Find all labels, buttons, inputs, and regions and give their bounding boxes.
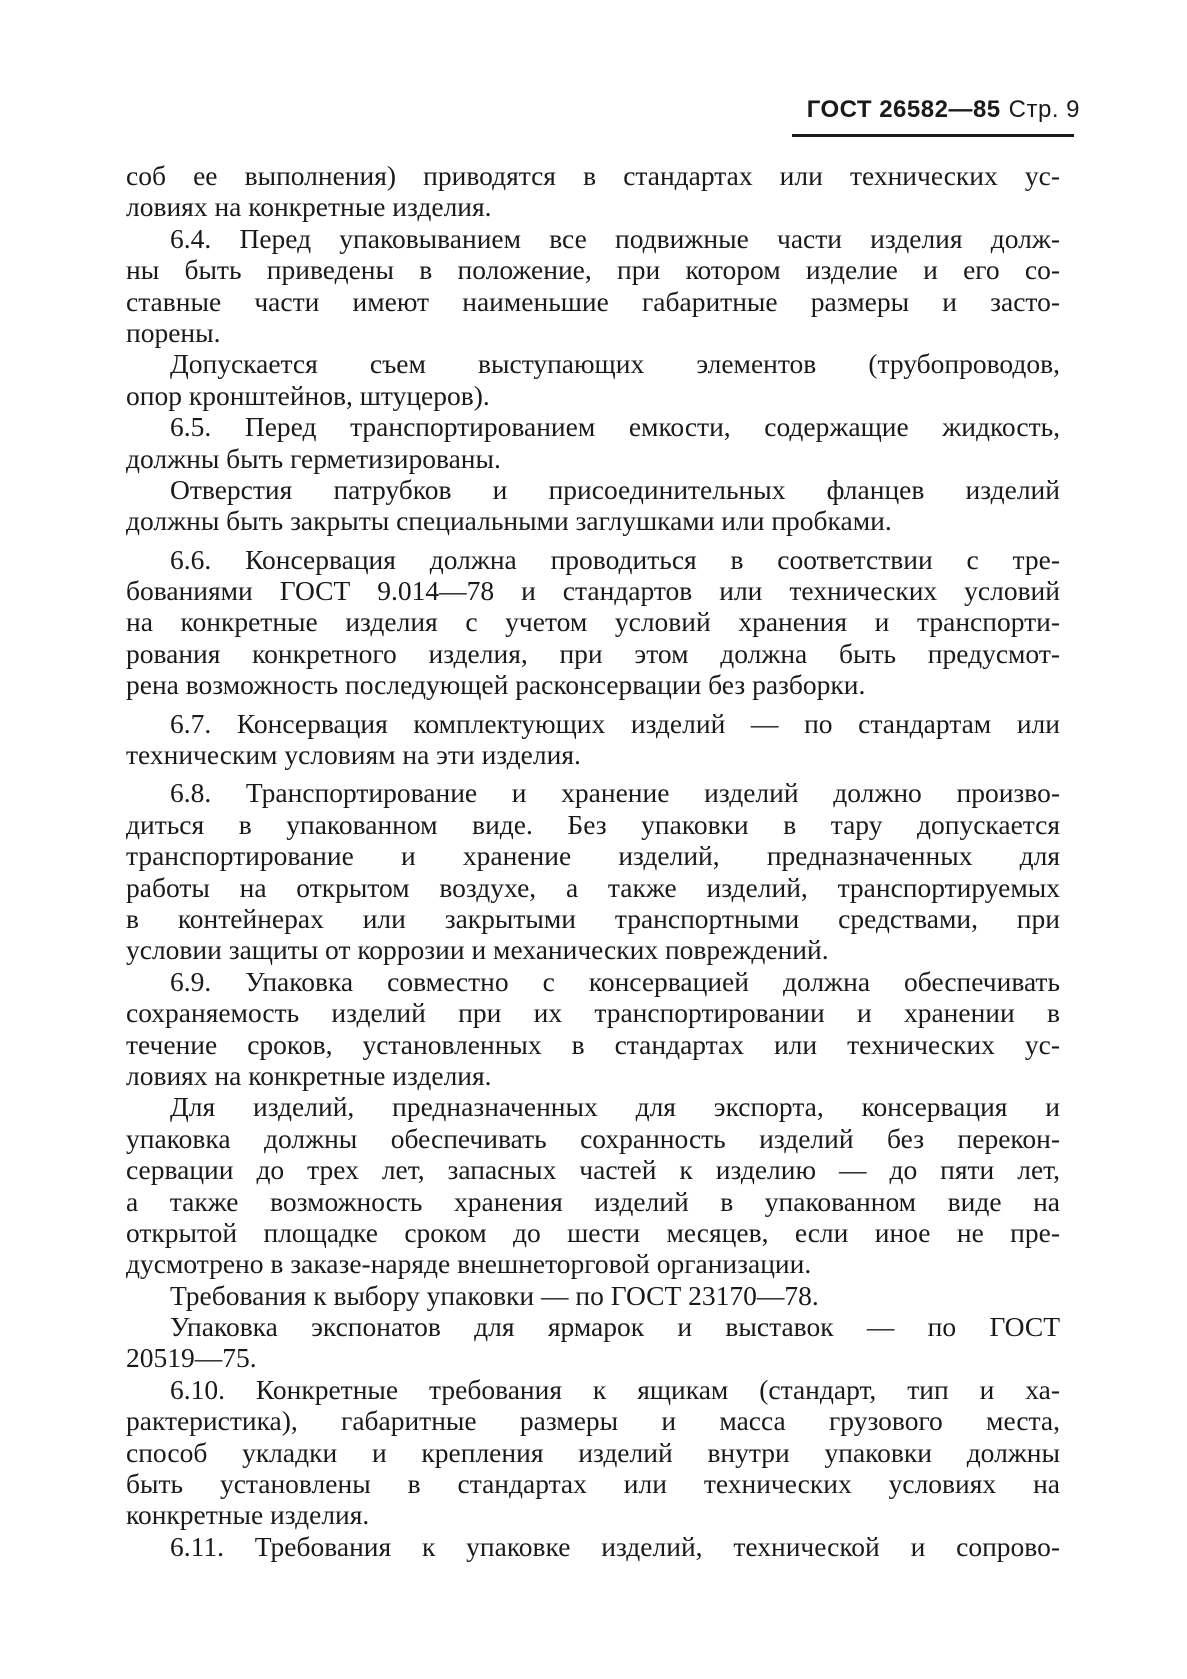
text-line: диться в упакованном виде. Без упаковки в тару допускается: [126, 808, 1060, 840]
text-line: должны быть герметизированы.: [126, 442, 501, 474]
text-line: 6.4. Перед упаковыванием все подвижные части изделия долж-: [170, 222, 1060, 254]
text-line: на конкретные изделия с учетом условий хранения и транспорти-: [126, 606, 1060, 638]
text-line: 6.8. Транспортирование и хранение изделий должно произво-: [170, 777, 1060, 809]
text-line: 6.5. Перед транспортированием емкости, содержащие жидкость,: [170, 411, 1060, 443]
text-line: Допускается съем выступающих элементов (трубопроводов,: [170, 348, 1060, 380]
page-number: Стр. 9: [1008, 96, 1080, 123]
text-line: 6.9. Упаковка совместно с консервацией должна обеспечивать: [170, 965, 1060, 997]
text-line: Для изделий, предназначенных для экспорта, консервация и: [170, 1091, 1060, 1123]
text-line: а также возможность хранения изделий в упакованном виде на: [126, 1185, 1060, 1217]
paragraph-6-6: [126, 544, 1060, 701]
text-line: 20519—75.: [126, 1342, 257, 1374]
text-line: Требования к выбору упаковки — по ГОСТ 23170—78.: [170, 1279, 819, 1311]
page-header: [780, 96, 1080, 124]
text-line: конкретные изделия.: [126, 1499, 370, 1531]
text-line: рена возможность последующей расконсервации без разборки.: [126, 669, 866, 701]
paragraph-6-5: [126, 411, 1060, 474]
text-line: течение сроков, установленных в стандартах или технических ус-: [126, 1028, 1060, 1060]
paragraph: [126, 348, 1060, 411]
text-line: Отверстия патрубков и присоединительных фланцев изделий: [170, 473, 1060, 505]
body-text: [126, 160, 1060, 1562]
text-line: ловиях на конкретные изделия.: [126, 191, 492, 223]
text-line: бованиями ГОСТ 9.014—78 и стандартов или технических условий: [126, 575, 1060, 607]
text-line: рактеристика), габаритные размеры и масса грузового места,: [126, 1405, 1060, 1437]
text-line: открытой площадке сроком до шести месяцев, если иное не пре-: [126, 1216, 1060, 1248]
paragraph-6-9: [126, 966, 1060, 1092]
text-line: дусмотрено в заказе-наряде внешнеторговой организации.: [126, 1248, 812, 1280]
text-line: 6.10. Конкретные требования к ящикам (стандарт, тип и ха-: [170, 1373, 1060, 1405]
text-line: 6.6. Консервация должна проводиться в соответствии с тре-: [170, 543, 1060, 575]
paragraph-6-7: [126, 708, 1060, 771]
text-line: ставные части имеют наименьшие габаритные размеры и засто-: [126, 285, 1060, 317]
header-rule: [792, 134, 1074, 137]
text-line: ловиях на конкретные изделия.: [126, 1059, 492, 1091]
paragraph: [126, 1311, 1060, 1374]
paragraph-6-4: [126, 223, 1060, 349]
text-line: техническим условиям на эти изделия.: [126, 739, 581, 771]
text-line: опор кронштейнов, штуцеров).: [126, 379, 490, 411]
paragraph-6-10: [126, 1374, 1060, 1531]
text-line: в контейнерах или закрытыми транспортными средствами, при: [126, 902, 1060, 934]
text-line: быть установлены в стандартах или технических условиях на: [126, 1468, 1060, 1500]
text-line: Упаковка экспонатов для ярмарок и выставок — по ГОСТ: [170, 1311, 1060, 1343]
paragraph: [126, 160, 1060, 223]
text-line: ны быть приведены в положение, при котором изделие и его со-: [126, 254, 1060, 286]
text-line: сервации до трех лет, запасных частей к изделию — до пяти лет,: [126, 1154, 1060, 1186]
text-line: порены.: [126, 316, 221, 348]
text-line: 6.7. Консервация комплектующих изделий — по стандартам или: [170, 707, 1060, 739]
text-line: транспортирование и хранение изделий, предназначенных для: [126, 840, 1060, 872]
paragraph-6-11: [126, 1531, 1060, 1562]
text-line: упаковка должны обеспечивать сохранность изделий без перекон-: [126, 1122, 1060, 1154]
text-line: 6.11. Требования к упаковке изделий, технической и сопрово-: [170, 1530, 1060, 1562]
paragraph: [126, 1280, 1060, 1311]
paragraph: [126, 474, 1060, 537]
text-line: рования конкретного изделия, при этом должна быть предусмот-: [126, 637, 1060, 669]
text-line: соб ее выполнения) приводятся в стандартах или технических ус-: [126, 160, 1060, 191]
text-line: должны быть закрыты специальными заглушками или пробками.: [126, 505, 892, 537]
text-line: сохраняемость изделий при их транспортировании и хранении в: [126, 997, 1060, 1029]
text-line: условии защиты от коррозии и механических повреждений.: [126, 934, 829, 966]
text-line: работы на открытом воздухе, а также изделий, транспортируемых: [126, 871, 1060, 903]
paragraph-6-8: [126, 777, 1060, 965]
document-id: ГОСТ 26582—85: [806, 96, 1001, 123]
text-line: способ укладки и крепления изделий внутри упаковки должны: [126, 1436, 1060, 1468]
paragraph: [126, 1091, 1060, 1279]
